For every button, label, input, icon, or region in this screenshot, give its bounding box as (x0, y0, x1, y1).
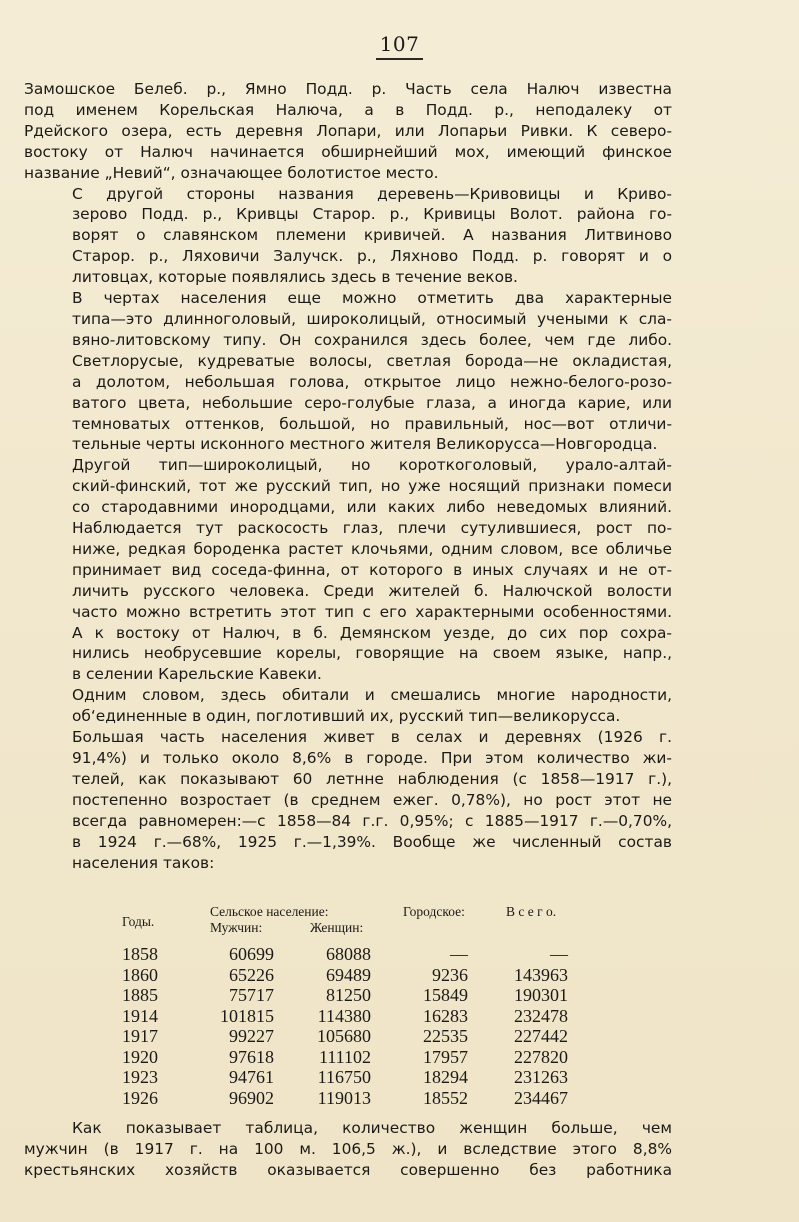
text-line: А к востоку от Налюч, в б. Демянском уезде, до сих пор сохра- (72, 623, 672, 642)
text-line: нились необрусевшие корелы, говорящие на своем языке, напр., (72, 644, 672, 663)
cell-women: 69489 (326, 964, 371, 985)
text-line: 91,4%) и только около 8,6% в городе. При этом количество жи- (72, 749, 672, 767)
population-table (118, 904, 588, 1108)
cell-men: 60699 (229, 944, 274, 964)
paragraph-4 (24, 455, 672, 685)
text-line: вяно-литовскому типу. Он сохранился здесь более, чем где либо. (72, 330, 672, 349)
cell-town: 18552 (423, 1087, 468, 1108)
table-row (118, 1088, 588, 1109)
cell-total: 190301 (514, 985, 568, 1005)
cell-men: 96902 (229, 1087, 274, 1108)
cell-women: 68088 (326, 944, 371, 964)
cell-year: 1860 (122, 964, 158, 985)
text-line: тельные черты исконного местного жителя Великорусса—Новгородца. (72, 435, 658, 454)
cell-total: 227820 (514, 1046, 568, 1067)
text-line: название „Невий“, означающее болотистое место. (24, 163, 439, 182)
text-line: принимает вид соседа-финна, от которого в иных случаях и не от- (72, 560, 672, 579)
cell-town: 16283 (423, 1005, 468, 1026)
cell-town: — (450, 944, 468, 964)
cell-total: 227442 (514, 1026, 568, 1046)
text-line: постепенно возростает (в среднем ежег. 0,78%), но рост этот не (72, 790, 672, 809)
text-line: Одним словом, здесь обитали и смешались многие народности, (72, 686, 672, 705)
text-line: Другой тип—широколицый, но короткоголовый, урало-алтай- (72, 456, 672, 475)
text-line: под именем Корельская Налюча, а в Подд. р., неподалеку от (24, 100, 672, 119)
cell-women: 114380 (317, 1005, 371, 1026)
table-row (118, 1006, 588, 1027)
text-line: со стародавними инородцами, или каких либо неведомых влияний. (72, 498, 672, 517)
cell-men: 65226 (229, 964, 274, 985)
header-men: Мужчин: (210, 920, 263, 935)
text-line: мужчин (в 1917 г. на 100 м. 106,5 ж.), и вследствие этого 8,8% (24, 1140, 672, 1158)
header-total: В с е г о. (506, 904, 557, 919)
cell-town: 15849 (423, 985, 468, 1005)
cell-men: 97618 (229, 1046, 274, 1067)
cell-total: 234467 (514, 1087, 568, 1108)
text-line: об‘единенные в один, поглотивший их, русский тип—великорусса. (72, 707, 621, 726)
cell-town: 17957 (423, 1046, 468, 1067)
text-line: Как показывает таблица, количество женщин больше, чем (72, 1119, 672, 1137)
text-line: Замошское Белеб. р., Ямно Подд. р. Часть села Налюч известна (24, 80, 672, 98)
cell-women: 111102 (319, 1046, 371, 1067)
body-text (24, 79, 672, 873)
text-line: всегда равномерен:—с 1858—84 г.г. 0,95%; с 1885—1917 г.—0,70%, (72, 811, 672, 830)
table-body (118, 944, 588, 1108)
text-line: Старор. р., Ляховичи Залучск. р., Ляхново Подд. р. говорят и о (72, 247, 672, 266)
text-line: темноватых оттенков, большой, но правильный, нос—вот отличи- (72, 414, 672, 433)
cell-women: 81250 (326, 985, 371, 1005)
table-row (118, 965, 588, 986)
cell-women: 119013 (317, 1087, 371, 1108)
text-line: ватого цвета, небольшие серо-голубые глаза, а иногда карие, или (72, 393, 672, 412)
cell-total: 231263 (514, 1067, 568, 1087)
cell-total: 143963 (514, 964, 568, 985)
cell-total: — (550, 944, 568, 964)
cell-year: 1926 (122, 1087, 158, 1108)
paragraph-5 (24, 685, 672, 727)
text-line: в 1924 г.—68%, 1925 г.—1,39%. Вообще же численный состав (72, 832, 672, 851)
table-row (118, 1026, 588, 1047)
text-line: Светлорусые, кудреватые волосы, светлая борода—не окладистая, (72, 351, 672, 370)
cell-men: 99227 (229, 1026, 274, 1046)
text-line: зерово Подд. р., Кривцы Старор. р., Кривицы Волот. района го- (72, 205, 672, 224)
text-line: личить русского человека. Среди жителей б. Налючской волости (72, 581, 672, 600)
text-line: ский-финский, тот же русский тип, но уже носящий признаки помеси (72, 477, 672, 496)
text-line: ворят о славянском племени кривичей. А названия Литвиново (72, 226, 672, 245)
text-line: телей, как показывают 60 летнне наблюдения (с 1858—1917 г.), (72, 769, 672, 788)
cell-year: 1917 (122, 1026, 158, 1046)
cell-year: 1923 (122, 1067, 158, 1087)
header-town: Городское: (403, 904, 465, 919)
cell-women: 116750 (317, 1067, 371, 1087)
paragraph-1 (24, 79, 672, 184)
text-line: Наблюдается тут раскосость глаз, плечи сутулившиеся, рост по- (72, 519, 672, 538)
cell-year: 1920 (122, 1046, 158, 1067)
table-row (118, 1047, 588, 1068)
page-number: 107 (0, 32, 799, 60)
table-row (118, 944, 588, 965)
cell-town: 18294 (423, 1067, 468, 1087)
text-line: востоку от Налюч начинается обширнейший мох, имеющий финское (24, 142, 672, 161)
closing-text (24, 1118, 672, 1181)
cell-year: 1858 (122, 944, 158, 964)
cell-year: 1914 (122, 1005, 158, 1026)
paragraph-6 (24, 727, 672, 873)
text-line: населения таков: (72, 853, 215, 872)
text-line: С другой стороны названия деревень—Кривовицы и Криво- (72, 184, 672, 203)
text-line: Рдейского озера, есть деревня Лопари, или Лопарьи Ривки. К северо- (24, 121, 672, 140)
paragraph-2 (24, 184, 672, 289)
text-line: В чертах населения еще можно отметить два характерные (72, 289, 672, 308)
cell-men: 75717 (229, 985, 274, 1005)
text-line: ниже, редкая бороденка растет клочьями, одним словом, все обличье (72, 539, 672, 558)
cell-women: 105680 (317, 1026, 371, 1046)
cell-town: 22535 (423, 1026, 468, 1046)
header-women: Женщин: (310, 920, 364, 935)
cell-total: 232478 (514, 1005, 568, 1026)
cell-town: 9236 (432, 964, 468, 985)
text-line: типа—это длинноголовый, широколицый, относимый учеными к сла- (72, 309, 672, 328)
cell-year: 1885 (122, 985, 158, 1005)
table-row (118, 985, 588, 1006)
text-line: а долотом, небольшая голова, открытое лицо нежно-белого-розо- (72, 372, 672, 391)
text-line: литовцах, которые появлялись здесь в течение веков. (72, 268, 518, 287)
header-rural: Сельское население: (210, 904, 329, 919)
header-year: Годы. (122, 914, 155, 929)
text-line: часто можно встретить этот тип с его характерными особенностями. (72, 602, 672, 621)
paragraph-3 (24, 288, 672, 455)
cell-men: 101815 (220, 1005, 274, 1026)
text-line: крестьянских хозяйств оказывается совершенно без работника (24, 1161, 672, 1179)
text-line: в селении Карельские Кавеки. (72, 665, 322, 684)
table-header (118, 904, 588, 944)
table-row (118, 1067, 588, 1088)
text-line: Большая часть населения живет в селах и деревнях (1926 г. (72, 728, 672, 747)
cell-men: 94761 (229, 1067, 274, 1087)
